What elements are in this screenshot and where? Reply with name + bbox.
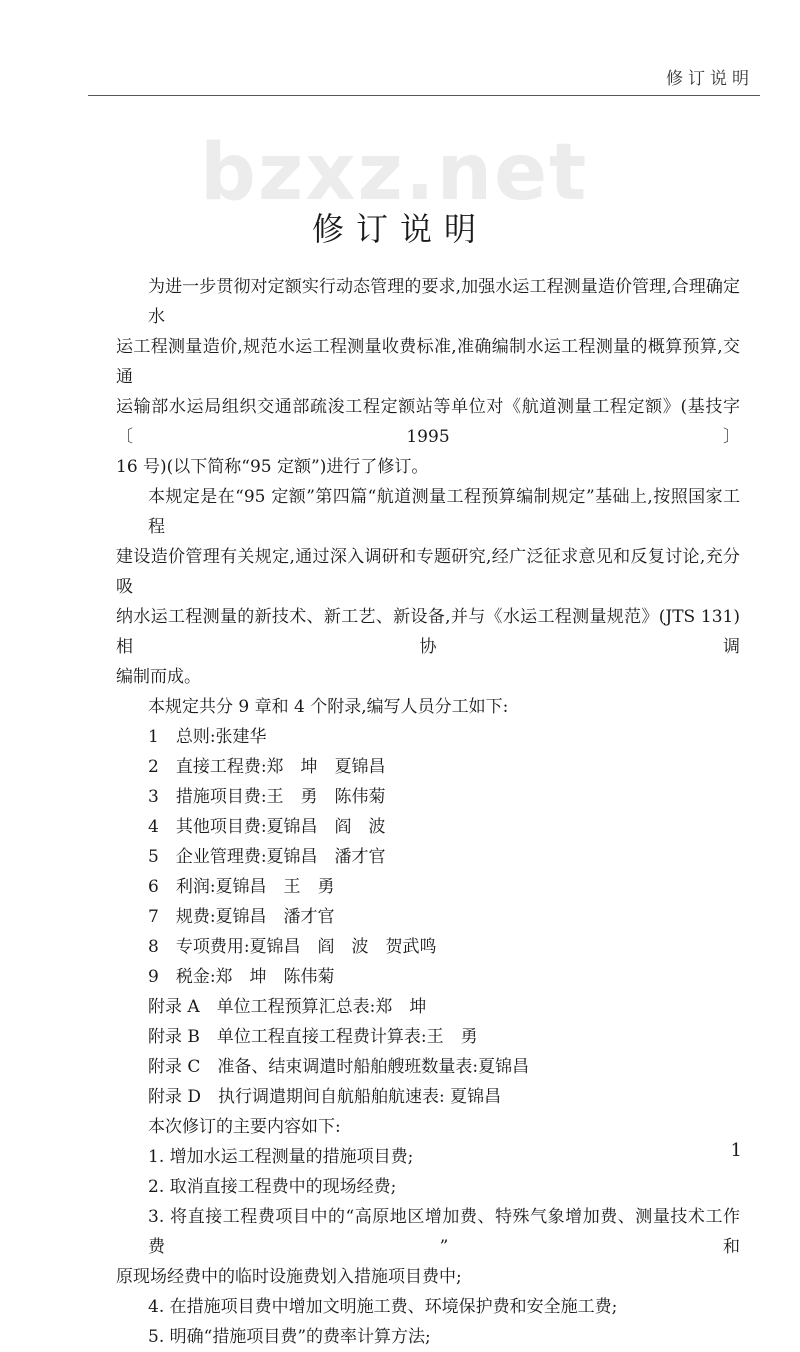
author-item: 附录 A 单位工程预算汇总表:郑 坤 — [148, 997, 427, 1017]
change-item: 5. 明确“措施项目费”的费率计算方法; — [148, 1327, 431, 1347]
author-item: 附录 C 准备、结束调遣时船舶艘班数量表:夏锦昌 — [148, 1057, 530, 1077]
author-item: 2 直接工程费:郑 坤 夏锦昌 — [148, 757, 386, 777]
page-number: 1 — [730, 1140, 742, 1161]
authors-intro: 本规定共分 9 章和 4 个附录,编写人员分工如下: — [148, 697, 509, 717]
text-line: 纳水运工程测量的新技术、新工艺、新设备,并与《水运工程测量规范》(JTS 131)相协调 — [116, 607, 740, 657]
body-text — [116, 272, 740, 1352]
text-line: 运工程测量造价,规范水运工程测量收费标准,准确编制水运工程测量的概算预算,交通 — [116, 337, 740, 387]
author-item: 附录 D 执行调遣期间自航船舶航速表: 夏锦昌 — [148, 1087, 502, 1107]
text-line: 为进一步贯彻对定额实行动态管理的要求,加强水运工程测量造价管理,合理确定水 — [148, 277, 740, 327]
author-item: 7 规费:夏锦昌 潘才官 — [148, 907, 335, 927]
change-item: 1. 增加水运工程测量的措施项目费; — [148, 1147, 414, 1167]
text-line: 编制而成。 — [116, 667, 201, 687]
author-item: 6 利润:夏锦昌 王 勇 — [148, 877, 335, 897]
text-line: 16 号)(以下简称“95 定额”)进行了修订。 — [116, 457, 429, 477]
header-rule — [88, 95, 760, 96]
change-item: 4. 在措施项目费中增加文明施工费、环境保护费和安全施工费; — [148, 1297, 618, 1317]
change-item: 3. 将直接工程费项目中的“高原地区增加费、特殊气象增加费、测量技术工作费”和 — [148, 1207, 740, 1257]
author-item: 4 其他项目费:夏锦昌 阎 波 — [148, 817, 386, 837]
author-item: 5 企业管理费:夏锦昌 潘才官 — [148, 847, 386, 867]
change-item-continued: 原现场经费中的临时设施费划入措施项目费中; — [116, 1267, 462, 1287]
changes-intro: 本次修订的主要内容如下: — [148, 1117, 341, 1137]
author-item: 8 专项费用:夏锦昌 阎 波 贺武鸣 — [148, 937, 437, 957]
watermark: bzxz.net — [200, 128, 589, 218]
running-header: 修订说明 — [666, 69, 754, 89]
page-title: 修订说明 — [311, 210, 488, 248]
text-line: 建设造价管理有关规定,通过深入调研和专题研究,经广泛征求意见和反复讨论,充分吸 — [116, 547, 740, 597]
author-item: 9 税金:郑 坤 陈伟菊 — [148, 967, 335, 987]
author-item: 附录 B 单位工程直接工程费计算表:王 勇 — [148, 1027, 478, 1047]
author-item: 3 措施项目费:王 勇 陈伟菊 — [148, 787, 386, 807]
change-item: 2. 取消直接工程费中的现场经费; — [148, 1177, 397, 1197]
author-item: 1 总则:张建华 — [148, 727, 267, 747]
text-line: 本规定是在“95 定额”第四篇“航道测量工程预算编制规定”基础上,按照国家工程 — [148, 487, 740, 537]
text-line: 运输部水运局组织交通部疏浚工程定额站等单位对《航道测量工程定额》(基技字〔1995〕 — [116, 397, 740, 447]
